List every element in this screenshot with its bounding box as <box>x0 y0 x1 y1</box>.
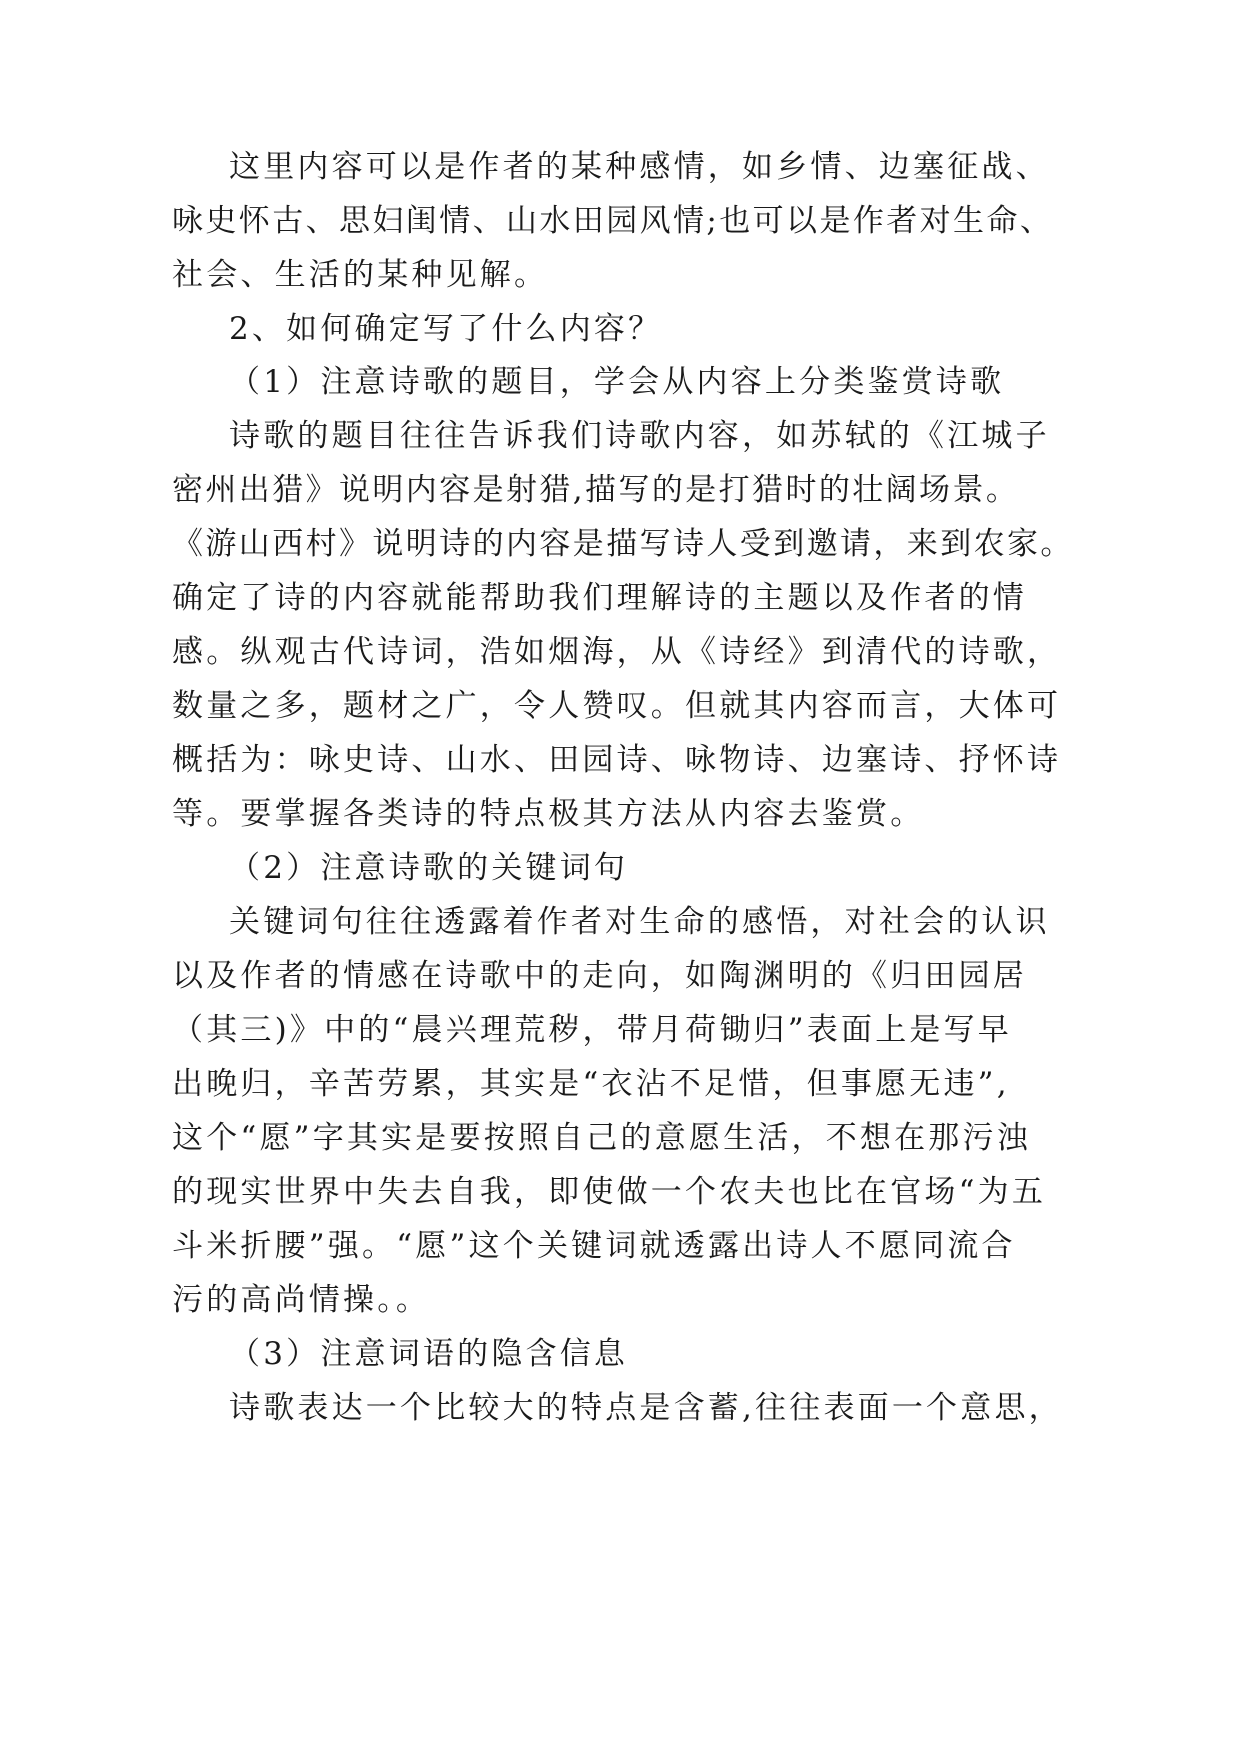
text-line: 诗歌表达一个比较大的特点是含蓄,往往表面一个意思， <box>229 1390 1063 1426</box>
text-line: （其三)》中的“晨兴理荒秽，带月荷锄归”表面上是写早 <box>172 1012 1012 1048</box>
text-line: 社会、生活的某种见解。 <box>172 257 549 293</box>
subsection-heading: （2）注意诗歌的关键词句 <box>229 850 629 886</box>
text-line: 感。纵观古代诗词，浩如烟海，从《诗经》到清代的诗歌， <box>172 634 1062 670</box>
subsection-heading: （1）注意诗歌的题目，学会从内容上分类鉴赏诗歌 <box>229 364 1005 400</box>
subsection-heading: （3）注意词语的隐含信息 <box>229 1336 629 1372</box>
text-line: 污的高尚情操。。 <box>172 1282 431 1318</box>
text-line: 以及作者的情感在诗歌中的走向，如陶渊明的《归田园居 <box>172 958 1027 994</box>
text-line: 这里内容可以是作者的某种感情，如乡情、边塞征战、 <box>229 149 1050 185</box>
text-line: 《游山西村》说明诗的内容是描写诗人受到邀请，来到农家。 <box>172 526 1074 562</box>
text-line: 等。要掌握各类诗的特点极其方法从内容去鉴赏。 <box>172 796 925 832</box>
text-line: 确定了诗的内容就能帮助我们理解诗的主题以及作者的情 <box>172 580 1027 616</box>
text-line: 概括为：咏史诗、山水、田园诗、咏物诗、边塞诗、抒怀诗 <box>172 742 1062 778</box>
text-line: 这个“愿”字其实是要按照自己的意愿生活，不想在那污浊 <box>172 1120 1031 1156</box>
text-line: 数量之多，题材之广，令人赞叹。但就其内容而言，大体可 <box>172 688 1062 724</box>
text-line: 密州出猎》说明内容是射猎,描写的是打猎时的壮阔场景。 <box>172 472 1020 508</box>
text-line: 斗米折腰”强。“愿”这个关键词就透露出诗人不愿同流合 <box>172 1228 1016 1264</box>
text-line: 诗歌的题目往往告诉我们诗歌内容，如苏轼的《江城子 <box>229 418 1050 454</box>
section-heading: 2、如何确定写了什么内容？ <box>229 311 663 347</box>
text-line: 咏史怀古、思妇闺情、山水田园风情;也可以是作者对生命、 <box>172 203 1054 239</box>
text-line: 出晚归，辛苦劳累，其实是“衣沾不足惜，但事愿无违”, <box>172 1066 1010 1102</box>
text-line: 的现实世界中失去自我，即使做一个农夫也比在官场“为五 <box>172 1174 1047 1210</box>
text-line: 关键词句往往透露着作者对生命的感悟，对社会的认识 <box>229 904 1050 940</box>
